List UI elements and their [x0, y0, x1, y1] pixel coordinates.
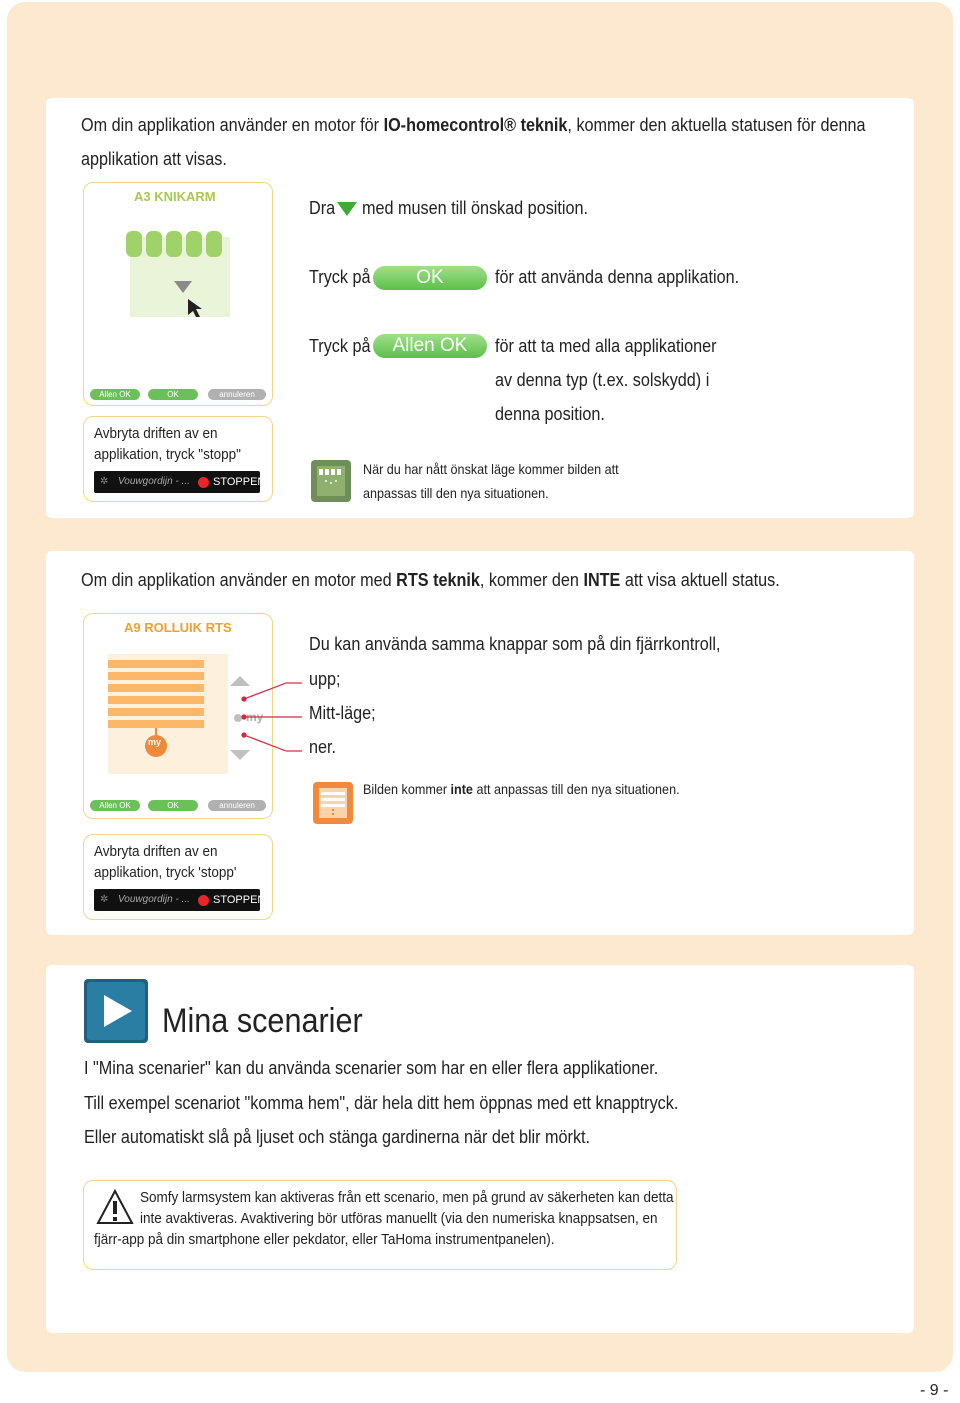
stop-icon [198, 895, 209, 906]
page-number: - 9 - [920, 1382, 949, 1399]
shutter-my-button[interactable]: my [246, 710, 264, 724]
drag-instruction-prefix: Dra [309, 198, 336, 218]
rts-down-label: ner. [309, 737, 337, 757]
io-intro-line2: applikation att visas. [81, 149, 227, 169]
scenarios-line2: Till exempel scenariot "komma hem", där hela ditt hem öppnas med ett knapptryck. [84, 1093, 679, 1113]
stop-icon [198, 477, 209, 488]
rts-panel [46, 551, 914, 935]
allok-instruction-line3: denna position. [495, 404, 605, 424]
rts-note: Bilden kommer inte att anpassas till den nya situationen. [363, 781, 680, 797]
awning-ok-button[interactable]: OK [148, 389, 198, 400]
drag-instruction-suffix: med musen till önskad position. [362, 198, 589, 218]
rts-stop-caption-line1: Avbryta driften av en [94, 843, 218, 860]
play-icon [84, 979, 148, 1043]
io-intro-line1: Om din applikation använder en motor för IO-homecontrol® teknik, kommer den aktuella statusen för denna [81, 115, 866, 135]
io-stop-frame [83, 416, 273, 502]
scenarios-panel [46, 965, 914, 1333]
ok-instruction-prefix: Tryck på [309, 267, 371, 287]
allen-ok-button[interactable]: Allen OK [373, 334, 487, 358]
spinner-icon: ✲ [100, 894, 109, 905]
shutter-cancel-button[interactable]: annuleren [208, 800, 266, 811]
io-stop-caption-line1: Avbryta driften av en [94, 425, 218, 442]
warning-line1: Somfy larmsystem kan aktiveras från ett scenario, men på grund av säkerheten kan detta [140, 1189, 674, 1206]
rts-stop-caption-line2: applikation, tryck 'stopp' [94, 864, 237, 881]
shutter-my-label: my [148, 737, 162, 747]
rts-stop-frame [83, 834, 273, 920]
rts-up-label: upp; [309, 669, 341, 689]
awning-status-icon [311, 460, 351, 502]
rts-stop-bar-text: Vouwgordijn - ... [118, 894, 190, 905]
rts-stop-bar [94, 889, 266, 911]
connector-lines [236, 671, 316, 763]
shutter-status-icon [313, 782, 353, 824]
scenarios-line3: Eller automatiskt slå på ljuset och stänga gardinerna när det blir mörkt. [84, 1127, 591, 1147]
warning-line2: inte avaktiveras. Avaktivering bör utföras manuellt (via den numeriska knappsatsen, en [140, 1210, 658, 1227]
allok-instruction-prefix: Tryck på [309, 336, 371, 356]
drag-triangle-icon [336, 201, 358, 217]
allok-instruction-line1: för att ta med alla applikationer [495, 336, 717, 356]
ok-button[interactable]: OK [373, 266, 487, 290]
shutter-allen-ok-button[interactable]: Allen OK [90, 800, 140, 811]
awning-allen-ok-button[interactable]: Allen OK [90, 389, 140, 400]
awning-image-frame [83, 182, 273, 406]
spinner-icon: ✲ [100, 476, 109, 487]
scenarios-title: Mina scenarier [162, 1002, 363, 1040]
io-stop-bar-text: Vouwgordijn - ... [118, 476, 190, 487]
io-note-line2: anpassas till den nya situationen. [363, 485, 549, 501]
allok-instruction-line2: av denna typ (t.ex. solskydd) i [495, 370, 710, 390]
awning-illustration [122, 227, 242, 317]
rts-intro-line: Om din applikation använder en motor med RTS teknik, kommer den INTE att visa aktuell status. [81, 570, 780, 590]
io-note-line1: När du har nått önskat läge kommer bilden att [363, 461, 619, 477]
awning-image-title: A3 KNIKARM [134, 189, 216, 204]
warning-box [83, 1180, 677, 1270]
shutter-ok-button[interactable]: OK [148, 800, 198, 811]
io-stop-button[interactable]: STOPPEN [213, 476, 266, 488]
shutter-image-title: A9 ROLLUIK RTS [124, 620, 232, 635]
warning-line3: fjärr-app på din smartphone eller pekdator, eller TaHoma instrumentpanelen). [94, 1231, 555, 1248]
rts-stop-button[interactable]: STOPPEN [213, 894, 266, 906]
warning-icon [96, 1189, 134, 1225]
rts-mid-label: Mitt-läge; [309, 703, 376, 723]
scenarios-line1: I "Mina scenarier" kan du använda scenarier som har en eller flera applikationer. [84, 1058, 659, 1078]
io-homecontrol-panel [46, 98, 914, 518]
awning-cancel-button[interactable]: annuleren [208, 389, 266, 400]
rts-buttons-line: Du kan använda samma knappar som på din fjärrkontroll, [309, 634, 721, 654]
io-stop-caption-line2: applikation, tryck "stopp" [94, 446, 241, 463]
io-stop-bar [94, 471, 266, 493]
ok-instruction-suffix: för att använda denna applikation. [495, 267, 740, 287]
